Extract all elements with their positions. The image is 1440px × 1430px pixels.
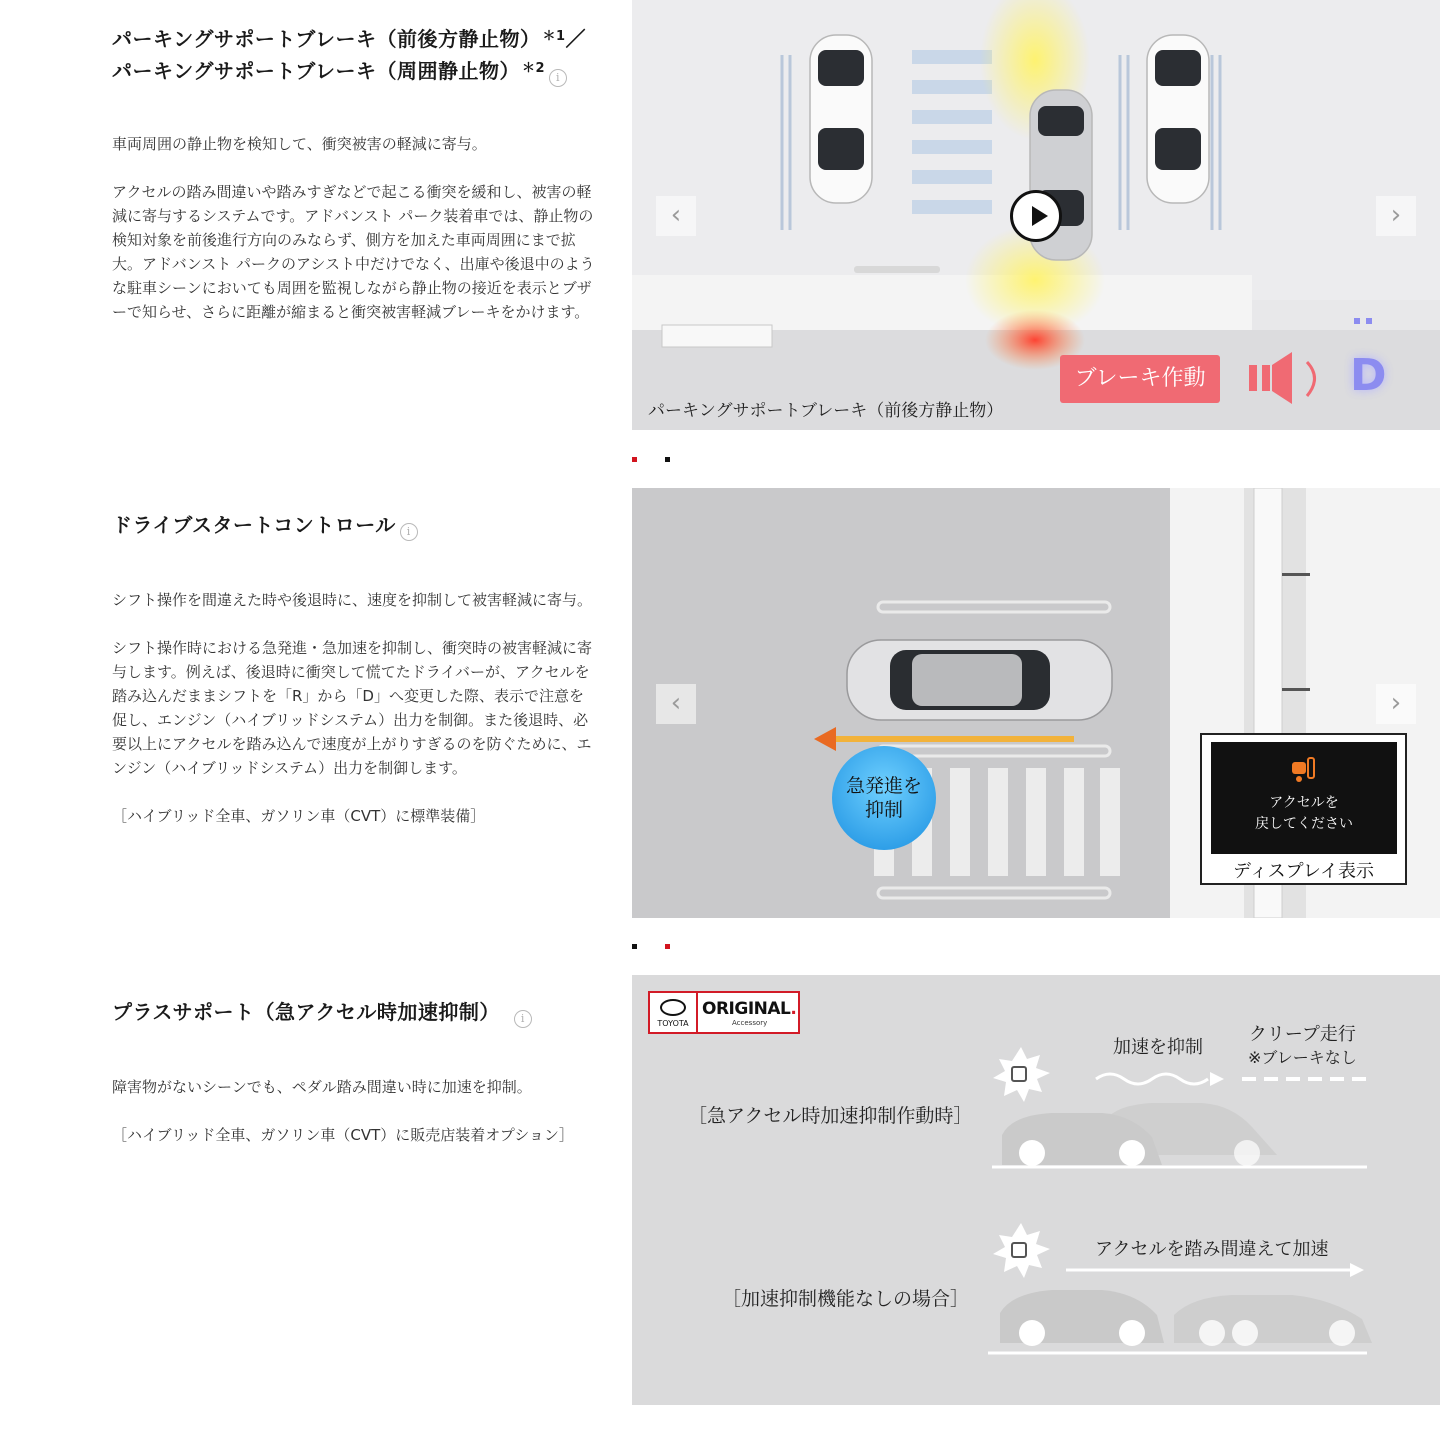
media-drive-start-control bbox=[632, 488, 1440, 918]
badge-line-2: 抑制 bbox=[864, 799, 903, 821]
feature-text bbox=[112, 997, 597, 1144]
feature-summary: シフト操作を間違えた時や後退時に、速度を抑制して被害軽減に寄与。 bbox=[112, 591, 593, 609]
display-line-1: アクセルを bbox=[1269, 795, 1339, 811]
feature-summary: 障害物がないシーンでも、ペダル踏み間違い時に加速を抑制。 bbox=[112, 1078, 532, 1096]
display-line-2: 戻してください bbox=[1255, 816, 1353, 832]
display-screen bbox=[1211, 742, 1397, 854]
accelerator-warning-icon bbox=[1284, 752, 1324, 786]
carousel-prev-button[interactable]: ‹ bbox=[656, 684, 696, 724]
label-suppression-active: ［急アクセル時加速抑制作動時］ bbox=[688, 1105, 973, 1127]
footnote-mark-2[interactable]: ＊2 bbox=[522, 61, 546, 76]
feature-detail: アクセルの踏み間違いや踏みすぎなどで起こる衝突を緩和し、被害の軽減に寄与するシステムです。アドバンスト パーク装着車では、静止物の検知対象を前後進行方向のみならず、側方を加えた車両周囲にまで拡大。アドバンスト パークのアシスト中だけでなく、出庫や後退中のような駐車シーンにおいても周囲を監視しながら静止物の接近を表示とブザーで知らせ、さらに距離が縮まると衝突被害軽減ブレーキをかけます。 bbox=[112, 183, 595, 321]
badge-line-1: 急発進を bbox=[845, 775, 922, 797]
feature-availability: ［ハイブリッド全車、ガソリン車（CVT）に標準装備］ bbox=[112, 807, 486, 825]
title-line-1: パーキングサポートブレーキ（前後方静止物） bbox=[112, 27, 541, 51]
accessory-label: Accessory bbox=[732, 1019, 768, 1027]
feature-parking-support-brake bbox=[0, 0, 1440, 470]
feature-title bbox=[112, 510, 597, 541]
feature-detail: シフト操作時における急発進・急加速を抑制し、衝突時の被害軽減に寄与します。例えば、後退時に衝突して慌てたドライバーが、アクセルを踏み込んだままシフトを「R」から「D」へ変更した際、表示で注意を促し、エンジン（ハイブリッドシステム）出力を制御。また後退時、必要以上にアクセルを踏み込んで速度が上がりすぎるのを防ぐために、エンジン（ハイブリッドシステム）出力を制御します。 bbox=[112, 639, 593, 777]
feature-plus-support bbox=[0, 975, 1440, 1430]
feature-drive-start-control bbox=[0, 488, 1440, 958]
pagination-dot-1-active[interactable] bbox=[632, 457, 637, 462]
media-caption: パーキングサポートブレーキ（前後方静止物） bbox=[648, 401, 1004, 421]
carousel-next-button[interactable]: › bbox=[1376, 196, 1416, 236]
pedal-warning-icon bbox=[993, 1223, 1050, 1278]
feature-description bbox=[112, 588, 597, 828]
info-icon[interactable]: i bbox=[514, 1010, 532, 1028]
title-slash: ／ bbox=[565, 27, 587, 51]
display-caption: ディスプレイ表示 bbox=[1233, 861, 1374, 882]
feature-text bbox=[112, 22, 597, 321]
label-no-suppression: ［加速抑制機能なしの場合］ bbox=[722, 1288, 970, 1310]
carousel-next-button[interactable]: › bbox=[1376, 684, 1416, 724]
info-icon[interactable]: i bbox=[400, 523, 418, 541]
title-text: プラスサポート（急アクセル時加速抑制） bbox=[112, 1000, 500, 1024]
label-suppress-acceleration: 加速を抑制 bbox=[1113, 1037, 1203, 1058]
feature-description bbox=[112, 1075, 597, 1147]
feature-title bbox=[112, 997, 597, 1028]
feature-title bbox=[112, 22, 597, 87]
info-icon[interactable]: i bbox=[549, 69, 567, 87]
display-panel bbox=[1200, 733, 1407, 885]
gear-indicator: D bbox=[1350, 350, 1387, 401]
suppress-sudden-start-badge bbox=[832, 746, 936, 850]
title-line-2: パーキングサポートブレーキ（周囲静止物） bbox=[112, 59, 520, 83]
toyota-wordmark: TOYOTA bbox=[657, 1019, 689, 1028]
media-plus-support-diagram bbox=[632, 975, 1440, 1405]
footnote-mark-1[interactable]: ＊1 bbox=[542, 29, 566, 44]
label-creep: クリープ走行 ※ブレーキなし bbox=[1248, 1024, 1357, 1067]
carousel-prev-button[interactable]: ‹ bbox=[656, 196, 696, 236]
pagination-dot-1[interactable] bbox=[632, 944, 637, 949]
original-wordmark: ORIGINAL. bbox=[702, 999, 797, 1019]
label-pedal-mistake: アクセルを踏み間違えて加速 bbox=[1095, 1239, 1329, 1260]
feature-availability: ［ハイブリッド全車、ガソリン車（CVT）に販売店装着オプション］ bbox=[112, 1126, 574, 1144]
feature-summary: 車両周囲の静止物を検知して、衝突被害の軽減に寄与。 bbox=[112, 135, 487, 153]
feature-text bbox=[112, 510, 597, 825]
pagination-dot-2-active[interactable] bbox=[665, 944, 670, 949]
media-parking-brake-video[interactable] bbox=[632, 0, 1440, 430]
pedal-warning-icon bbox=[993, 1047, 1050, 1102]
feature-description bbox=[112, 132, 597, 324]
pagination-dot-2[interactable] bbox=[665, 457, 670, 462]
brake-active-label: ブレーキ作動 bbox=[1060, 355, 1220, 403]
play-video-button[interactable] bbox=[1010, 190, 1062, 242]
title-text: ドライブスタートコントロール bbox=[112, 513, 396, 537]
